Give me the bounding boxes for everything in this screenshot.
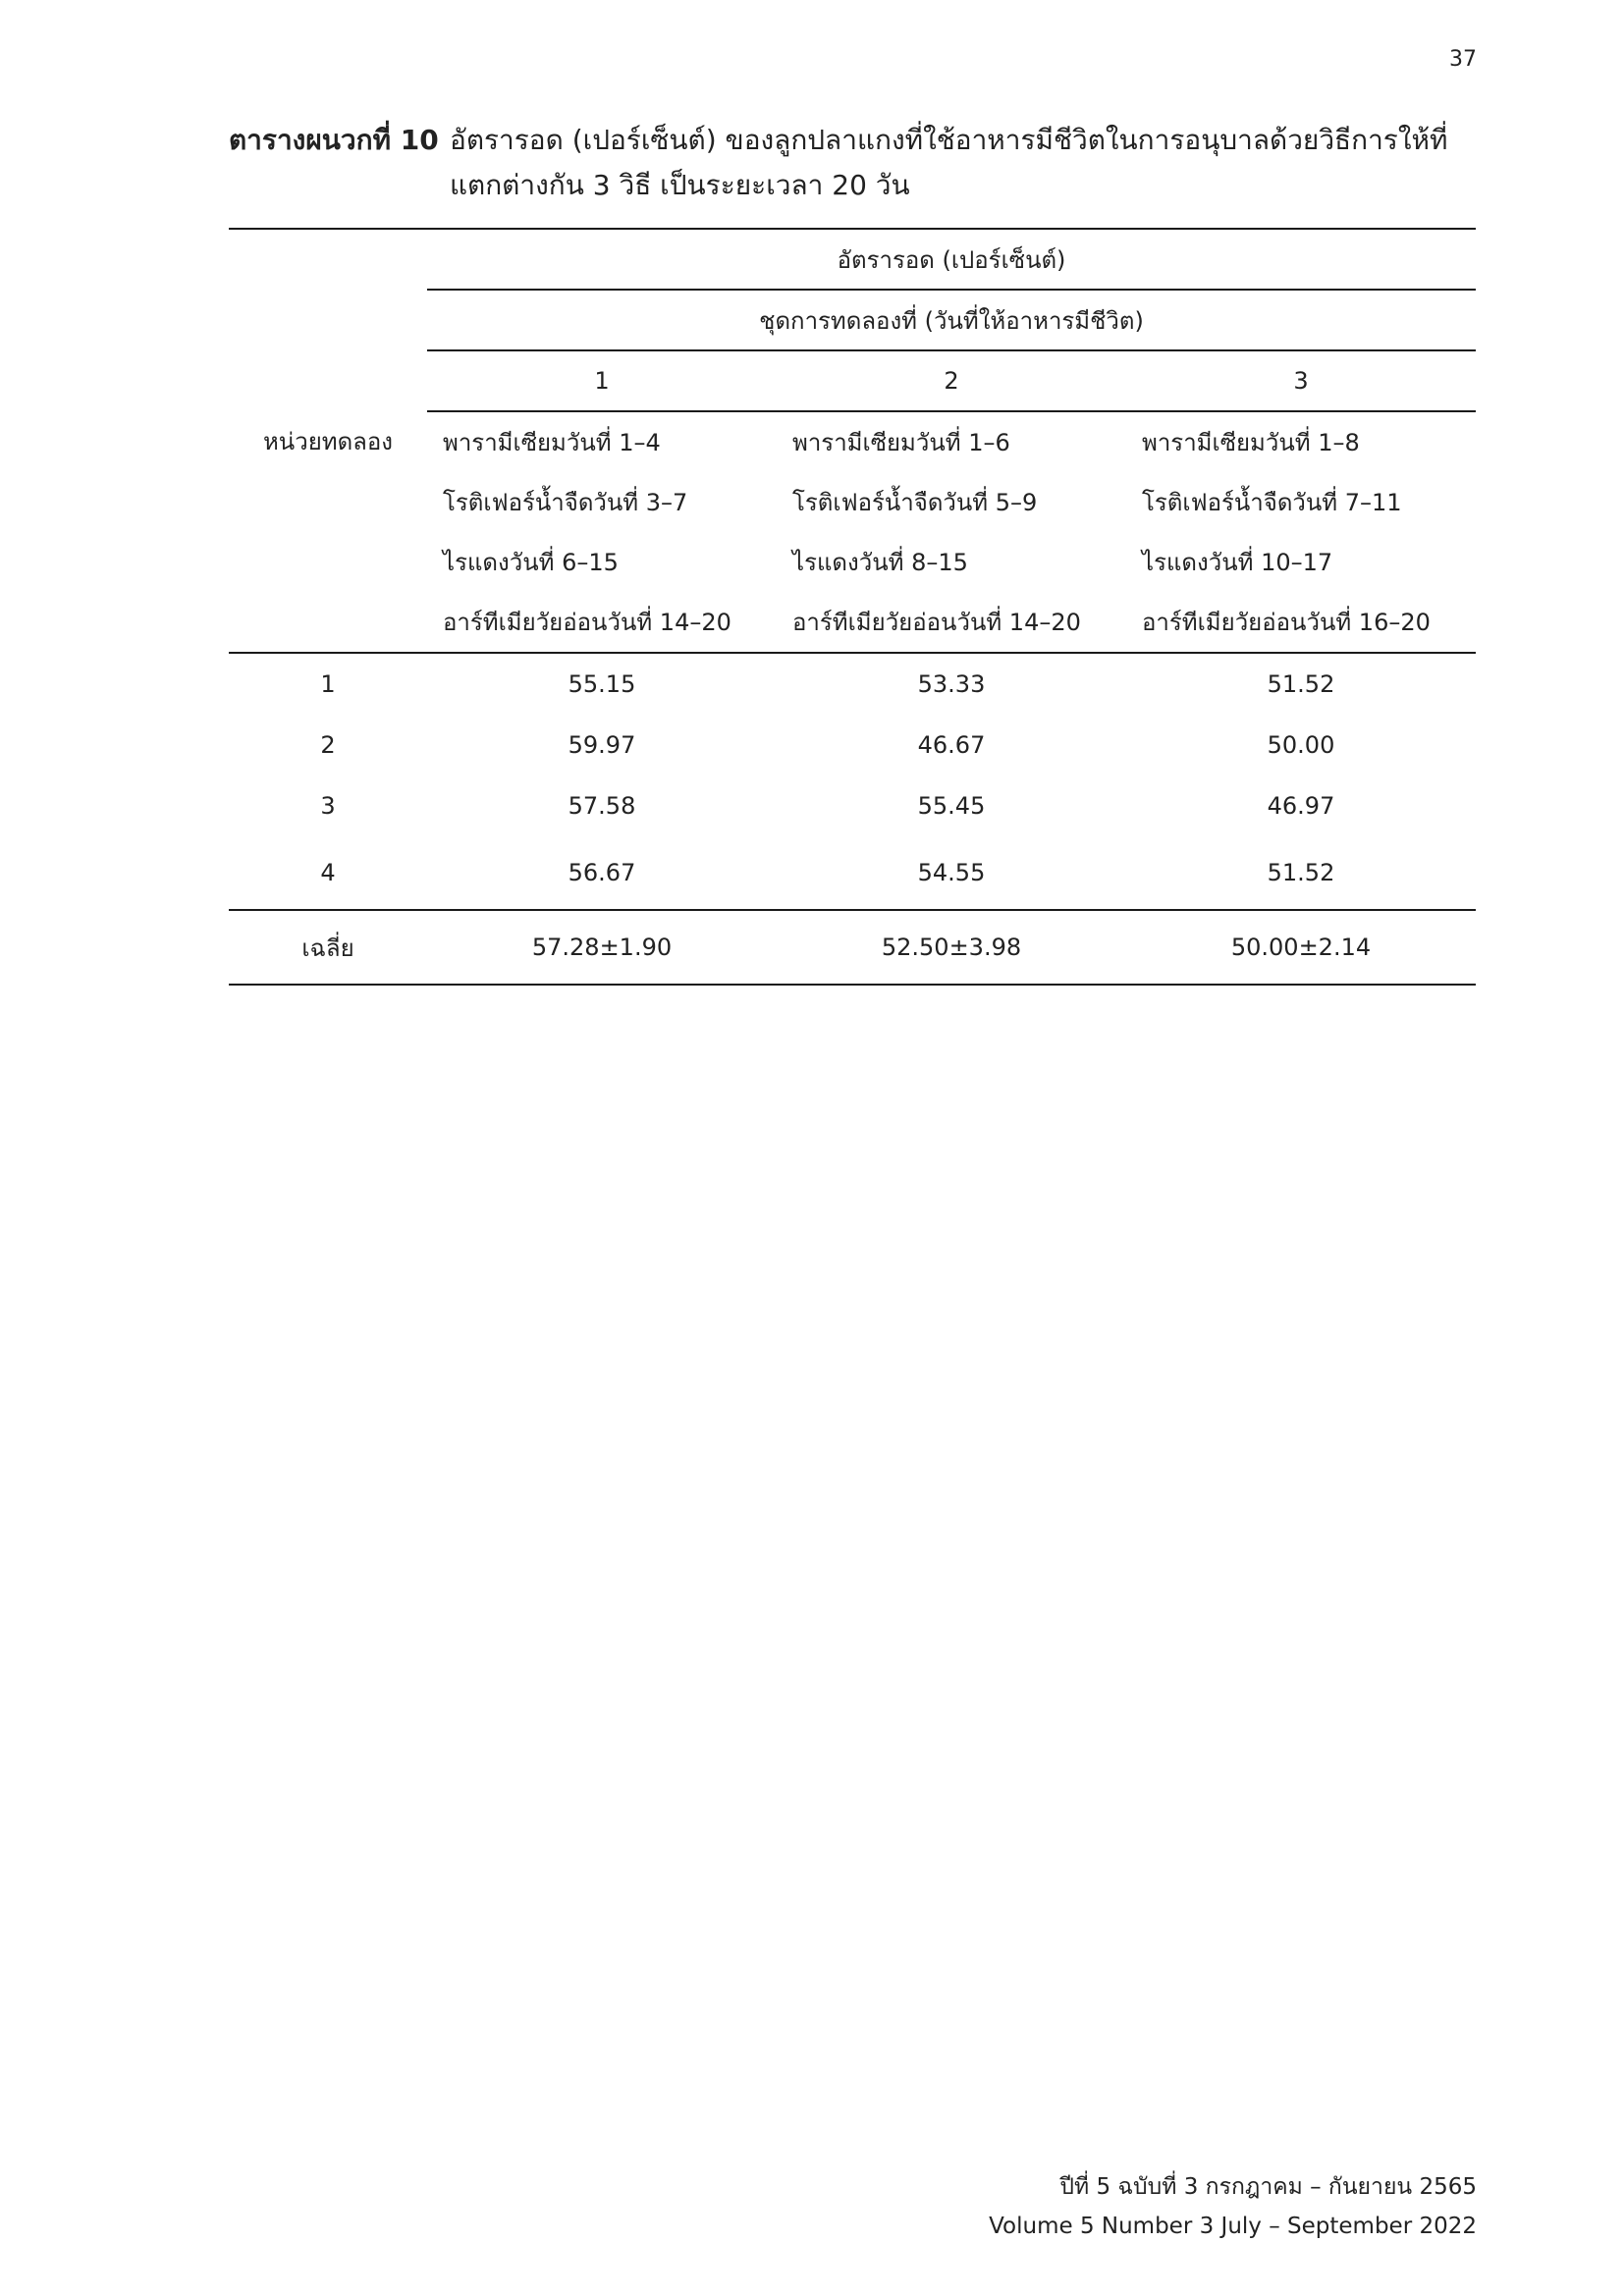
treatment-1-schedule-1: พารามีเซียมวันที่ 1–4 — [443, 429, 661, 456]
treatment-number-3: 3 — [1126, 350, 1476, 411]
survival-value: 46.97 — [1267, 792, 1335, 820]
treatment-3-schedule-1: พารามีเซียมวันที่ 1–8 — [1142, 429, 1360, 456]
survival-value: 54.55 — [777, 836, 1126, 910]
table-row — [229, 653, 1476, 715]
page-footer — [989, 2167, 1477, 2246]
survival-value: 53.33 — [917, 670, 986, 698]
survival-table-grid — [229, 228, 1476, 986]
survival-value: 55.15 — [568, 670, 636, 698]
treatment-3-schedule-4: อาร์ทีเมียวัยอ่อนวันที่ 16–20 — [1126, 592, 1476, 653]
table-row — [229, 836, 1476, 910]
unit-label: 3 — [320, 792, 336, 820]
unit-header: หน่วยทดลอง — [229, 229, 427, 653]
unit-label: 1 — [320, 670, 336, 698]
treatment-1-schedule-3: ไรแดงวันที่ 6–15 — [443, 549, 619, 576]
survival-value: 50.00 — [1267, 731, 1335, 759]
caption-label: ตารางผนวกที่ 10 — [229, 124, 439, 156]
footer-english: Volume 5 Number 3 July – September 2022 — [989, 2214, 1477, 2239]
survival-value: 56.67 — [427, 836, 777, 910]
survival-value: 59.97 — [568, 731, 636, 759]
table-caption — [229, 118, 1476, 208]
caption-text-1: อัตรารอด (เปอร์เซ็นต์) ของลูกปลาแกงที่ใช้อาหารมีชีวิตในการอนุบาลด้วยวิธีการให้ที่ — [450, 124, 1448, 156]
survival-table — [229, 228, 1476, 986]
survival-value: 51.52 — [1126, 836, 1476, 910]
treatment-3-schedule-3: ไรแดงวันที่ 10–17 — [1142, 549, 1333, 576]
mean-value: 50.00±2.14 — [1126, 910, 1476, 985]
mean-value: 52.50±3.98 — [777, 910, 1126, 985]
survival-value: 55.45 — [917, 792, 986, 820]
page-number: 37 — [1449, 47, 1477, 72]
treatment-2-schedule-1: พารามีเซียมวันที่ 1–6 — [792, 429, 1010, 456]
mean-row — [229, 910, 1476, 985]
treatment-2-schedule-4: อาร์ทีเมียวัยอ่อนวันที่ 14–20 — [777, 592, 1126, 653]
treatment-number-2: 2 — [777, 350, 1126, 411]
table-row — [229, 715, 1476, 775]
treatment-set-header: ชุดการทดลองที่ (วันที่ให้อาหารมีชีวิต) — [427, 290, 1476, 350]
footer-thai: ปีที่ 5 ฉบับที่ 3 กรกฎาคม – กันยายน 2565 — [1059, 2174, 1477, 2200]
caption-line-1 — [229, 118, 1476, 163]
treatment-1-schedule-4: อาร์ทีเมียวัยอ่อนวันที่ 14–20 — [427, 592, 777, 653]
treatment-number-1: 1 — [427, 350, 777, 411]
survival-value: 51.52 — [1267, 670, 1335, 698]
treatment-2-schedule-3: ไรแดงวันที่ 8–15 — [792, 549, 968, 576]
survival-value: 46.67 — [917, 731, 986, 759]
mean-label: เฉลี่ย — [229, 910, 427, 985]
treatment-2-schedule-2: โรติเฟอร์น้ำจืดวันที่ 5–9 — [792, 489, 1038, 516]
table-row — [229, 775, 1476, 836]
caption-text-2: แตกต่างกัน 3 วิธี เป็นระยะเวลา 20 วัน — [450, 169, 910, 201]
caption-line-2 — [229, 163, 1476, 208]
treatment-3-schedule-2: โรติเฟอร์น้ำจืดวันที่ 7–11 — [1142, 489, 1402, 516]
unit-label: 4 — [229, 836, 427, 910]
mean-value: 57.28±1.90 — [427, 910, 777, 985]
unit-label: 2 — [320, 731, 336, 759]
survival-header: อัตรารอด (เปอร์เซ็นต์) — [427, 229, 1476, 290]
treatment-1-schedule-2: โรติเฟอร์น้ำจืดวันที่ 3–7 — [443, 489, 688, 516]
survival-value: 57.58 — [568, 792, 636, 820]
